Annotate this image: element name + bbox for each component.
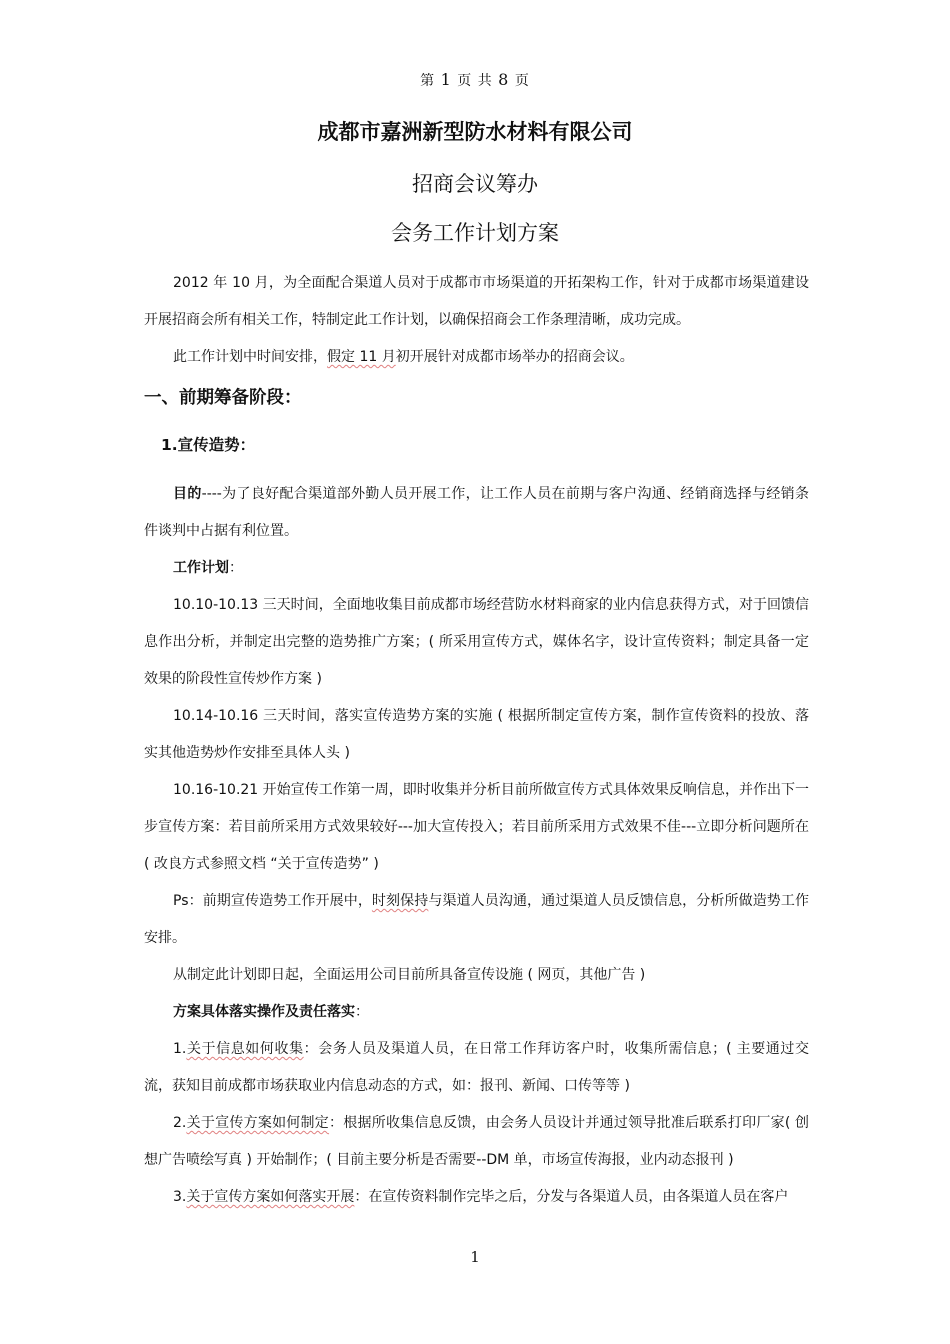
text: Ps：前期宣传造势工作开展中，	[173, 893, 372, 909]
header-total-pages: 8	[498, 70, 510, 89]
intro-paragraph-1: 2012 年 10 月，为全面配合渠道人员对于成都市市场渠道的开拓架构工作，针对于成都市场渠道建设开展招商会所有相关工作，特制定此工作计划，以确保招商会工作条理清晰，成功完成。	[144, 275, 809, 328]
schedule-item-3: 10.16-10.21 开始宣传工作第一周，即时收集并分析目前所做宣传方式具体效果反响信息，并作出下一步宣传方案：若目前所采用方式效果较好---加大宣传投入；若目前所采用方式效果不佳---立即分析问题所在 ( 改良方式参照文档 “关于宣传造势” )	[144, 782, 809, 872]
responsibility-item-3	[144, 1179, 809, 1216]
spellcheck-text: 关于宣传方案如何落实开展	[186, 1189, 355, 1205]
plan-title: 会务工作计划方案	[391, 221, 559, 245]
work-plan-label	[144, 550, 809, 587]
colon: ：	[229, 560, 243, 576]
colon: ：	[355, 1004, 369, 1020]
page-header	[0, 70, 950, 90]
spellcheck-text: 关于信息如何收集	[186, 1041, 304, 1057]
purpose-paragraph	[144, 476, 809, 550]
ps-paragraph	[144, 883, 809, 957]
document-body	[144, 265, 809, 1216]
intro-paragraph-2	[144, 339, 809, 376]
text: 初开展针对成都市场举办的招商会议。	[395, 349, 634, 365]
text: ：根据所收集信息反馈，由会务人员设计并通过领导批准后联系打印厂家( 创想广告喷绘写真 ) 开始制作；( 目前主要分析是否需要--DM 单，市场宣传海报，业内动态报刊 )	[144, 1115, 809, 1168]
spellcheck-text: 关于宣传方案如何制定	[186, 1115, 330, 1131]
purpose-text: ----为了良好配合渠道部外勤人员开展工作，让工作人员在前期与客户沟通、经销商选择与经销条件谈判中占据有利位置。	[144, 486, 810, 539]
plan-label: 工作计划	[173, 560, 229, 576]
header-prefix: 第	[420, 73, 436, 89]
text: ：会务人员及渠道人员，在日常工作拜访客户时，收集所需信息；( 主要通过交流，获知目前成都市场获取业内信息动态的方式，如：报刊、新闻、口传等等 )	[144, 1041, 809, 1094]
text: 与渠道人员沟通，通过渠道人员反馈信息，分析所做造势工作安排。	[144, 893, 810, 946]
responsibility-item-1	[144, 1031, 809, 1105]
header-page-number: 1	[440, 70, 452, 89]
subsection-heading: 1.宣传造势：	[161, 436, 256, 454]
item-number: 1.	[173, 1041, 187, 1057]
spellcheck-text: 时刻保持	[371, 893, 429, 909]
purpose-label: 目的	[173, 486, 202, 502]
text: ：在宣传资料制作完毕之后，分发与各渠道人员，由各渠道人员在客户	[354, 1189, 789, 1205]
item-number: 3.	[173, 1189, 187, 1205]
header-suffix: 页	[514, 73, 530, 89]
text: 此工作计划中时间安排，	[173, 349, 327, 365]
schedule-item-2: 10.14-10.16 三天时间，落实宣传造势方案的实施 ( 根据所制定宣传方案，制作宣传资料的投放、落实其他造势炒作安排至具体人头 )	[144, 708, 809, 761]
responsibility-item-2	[144, 1105, 809, 1179]
company-title: 成都市嘉洲新型防水材料有限公司	[317, 120, 633, 144]
responsibility-label	[144, 994, 809, 1031]
facility-paragraph: 从制定此计划即日起，全面运用公司目前所具备宣传设施 ( 网页，其他广告 )	[173, 967, 646, 983]
schedule-item-1: 10.10-10.13 三天时间，全面地收集目前成都市场经营防水材料商家的业内信息获得方式，对于回馈信息作出分析，并制定出完整的造势推广方案；( 所采用宣传方式，媒体名字，设计宣传资料；制定具备一定效果的阶段性宣传炒作方案 )	[144, 597, 809, 687]
section-heading: 一、前期筹备阶段：	[144, 388, 302, 408]
responsibility-label-text: 方案具体落实操作及责任落实	[173, 1004, 355, 1020]
page-footer-number: 1	[470, 1248, 480, 1266]
header-middle: 页 共	[457, 73, 493, 89]
event-title: 招商会议筹办	[412, 172, 538, 196]
spellcheck-text: 假定 11 月	[327, 349, 396, 365]
item-number: 2.	[173, 1115, 187, 1131]
